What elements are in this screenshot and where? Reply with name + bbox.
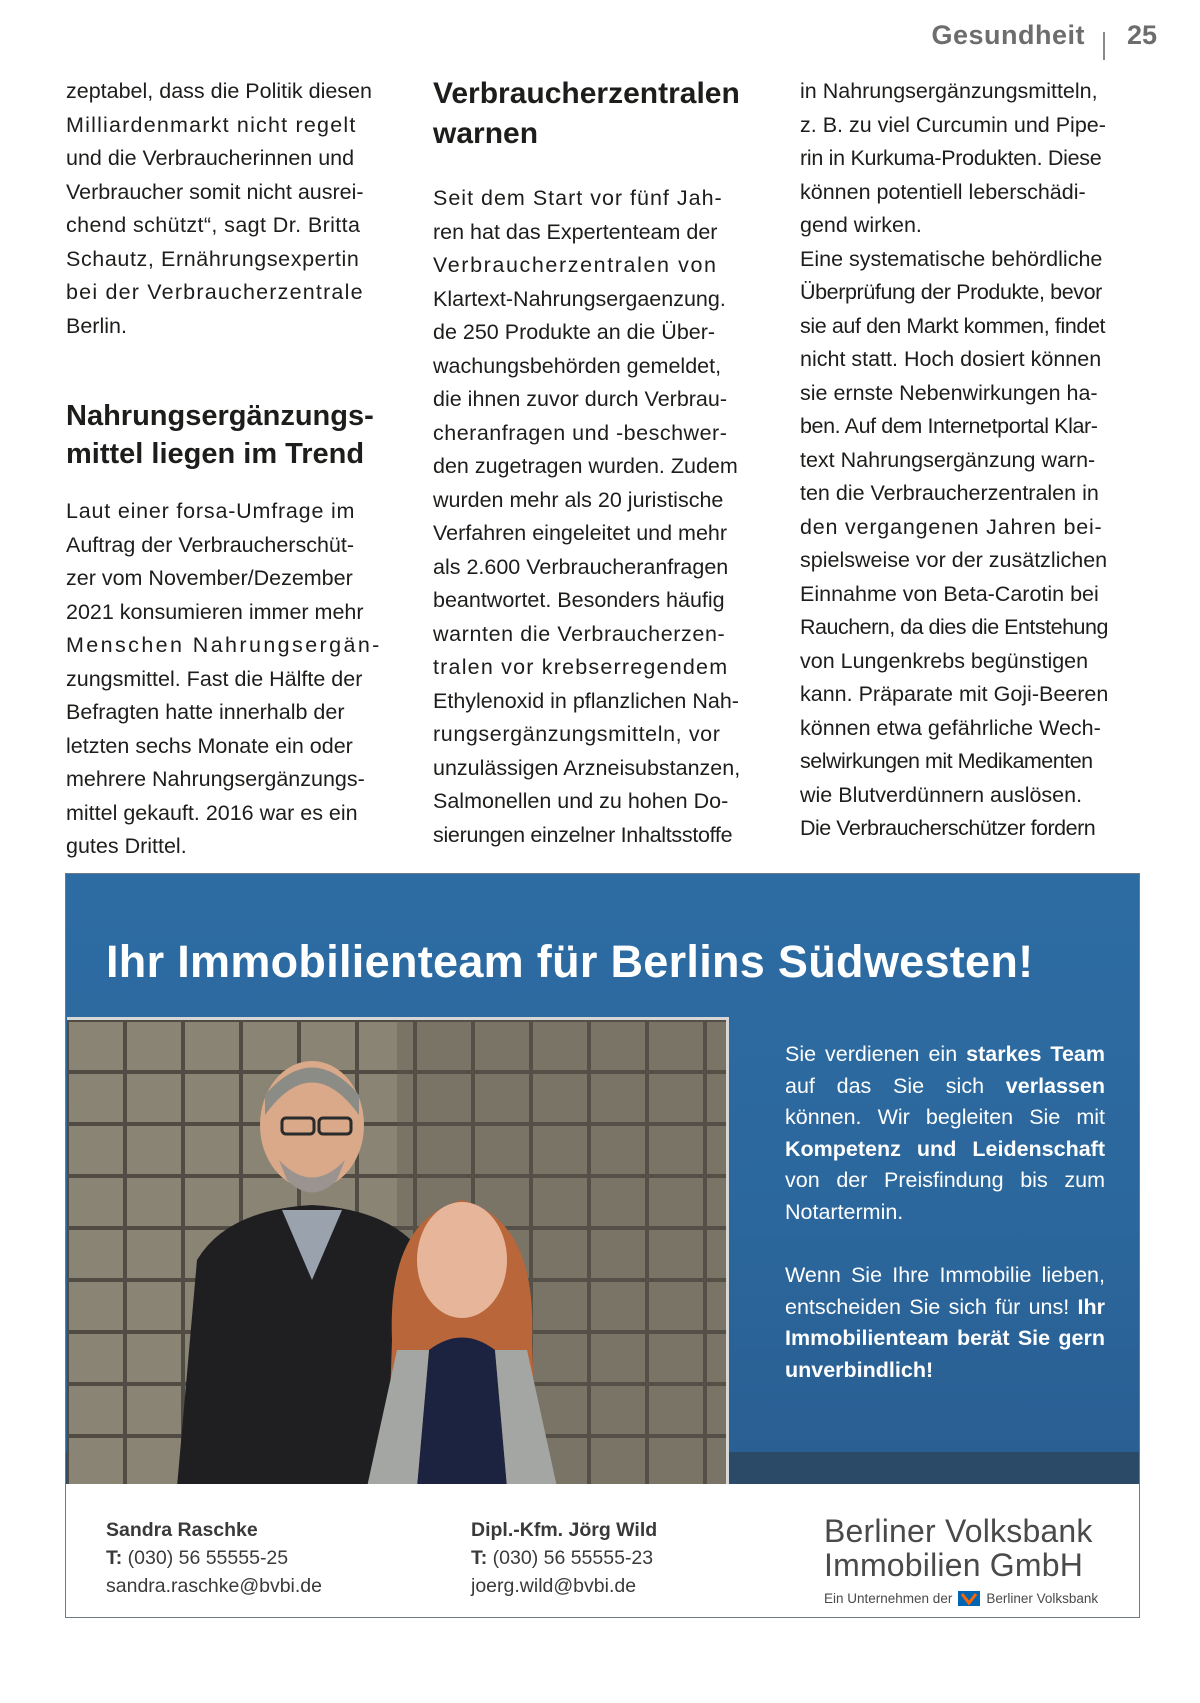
- text-line: gend wirken.: [800, 213, 922, 237]
- text-line: Verbraucher somit nicht ausrei-: [66, 179, 364, 204]
- contact-joerg-wild: [471, 1516, 657, 1600]
- text-line: von Lungenkrebs begünstigen: [800, 648, 1089, 673]
- article-column-1: [66, 75, 411, 864]
- brand-line-2: Immobilien GmbH: [824, 1547, 1084, 1583]
- text-line: Verbraucherzentralen von: [433, 253, 718, 277]
- text-line: Überprüfung der Produkte, bevor: [800, 280, 1102, 304]
- text-line: in Nahrungsergänzungsmitteln,: [800, 79, 1098, 103]
- contact-phone: [471, 1544, 657, 1572]
- contact-email: joerg.wild@bvbi.de: [471, 1575, 637, 1597]
- text-line: wachungsbehörden gemeldet,: [433, 353, 722, 378]
- text-line: sie ernste Nebenwirkungen ha-: [800, 380, 1098, 405]
- ad-text-run: Sie verdienen ein: [785, 1042, 967, 1066]
- text-line: Milliardenmarkt nicht regelt: [66, 112, 357, 137]
- text-line: den zugetragen wurden. Zudem: [433, 454, 738, 478]
- heading-line: warnen: [433, 117, 539, 150]
- text-line: sierungen einzelner Inhaltsstoffe: [433, 822, 733, 847]
- text-line: Salmonellen und zu hohen Do-: [433, 789, 729, 813]
- text-line: kann. Präparate mit Goji-Beeren: [800, 682, 1109, 706]
- article-column-3: [800, 75, 1140, 846]
- brand-line-1: Berliner Volksbank: [824, 1513, 1093, 1549]
- text-line: letzten sechs Monate ein oder: [66, 733, 353, 758]
- text-line: Seit dem Start vor fünf Jah-: [433, 186, 723, 210]
- paragraph-curcumin: [800, 75, 1140, 243]
- text-line: Befragten hatte innerhalb der: [66, 700, 345, 724]
- ad-paragraph-2: [785, 1260, 1105, 1386]
- text-line: mittel gekauft. 2016 war es ein: [66, 800, 358, 825]
- text-line: Verfahren eingeleitet und mehr: [433, 521, 728, 545]
- phone-number: (030) 56 55555-25: [122, 1547, 289, 1569]
- text-line: warnten die Verbraucherzen-: [433, 621, 726, 646]
- contact-name: Dipl.-Kfm. Jörg Wild: [471, 1519, 658, 1541]
- contact-name: Sandra Raschke: [106, 1519, 258, 1541]
- heading-line: mittel liegen im Trend: [66, 438, 365, 470]
- ad-text-bold: Kompetenz und Leidenschaft: [785, 1136, 1105, 1161]
- team-photo-illustration: [67, 1020, 729, 1484]
- ad-text-run: auf das Sie sich: [785, 1073, 1006, 1098]
- text-line: ten die Verbraucherzentralen in: [800, 481, 1099, 505]
- real-estate-advertisement: [65, 873, 1140, 1618]
- text-line: zeptabel, dass die Politik diesen: [66, 79, 372, 103]
- heading-line: Nahrungsergänzungs-: [66, 400, 374, 432]
- section-title: Gesundheit: [931, 20, 1085, 50]
- text-line: Schautz, Ernährungsexpertin: [66, 246, 360, 271]
- ad-text-run: von der Preisfindung bis zum Notartermin.: [785, 1168, 1105, 1224]
- paragraph-quote-end: [66, 75, 411, 343]
- text-line: mehrere Nahrungsergänzungs-: [66, 767, 365, 791]
- text-line: ren hat das Expertenteam der: [433, 219, 718, 244]
- contact-email: sandra.raschke@bvbi.de: [106, 1575, 322, 1597]
- text-line: als 2.600 Verbraucheranfragen: [433, 554, 729, 579]
- brand-subline: [824, 1591, 1106, 1606]
- brand-subline-text: Ein Unternehmen der: [824, 1591, 953, 1606]
- text-line: zer vom November/Dezember: [66, 566, 353, 590]
- subheading-trend: [66, 397, 411, 473]
- text-line: text Nahrungsergänzung warn-: [800, 447, 1096, 472]
- text-line: tralen vor krebserregendem: [433, 655, 729, 679]
- text-line: Laut einer forsa-Umfrage im: [66, 499, 356, 523]
- text-line: Einnahme von Beta-Carotin bei: [800, 581, 1099, 606]
- text-line: chend schützt“, sagt Dr. Britta: [66, 213, 361, 237]
- text-line: Ethylenoxid in pflanzlichen Nah-: [433, 688, 739, 713]
- text-line: selwirkungen mit Medikamenten: [800, 749, 1093, 773]
- text-line: wie Blutverdünnern auslösen.: [800, 782, 1083, 807]
- article-column-2: [433, 75, 778, 852]
- text-line: 2021 konsumieren immer mehr: [66, 599, 364, 624]
- contact-phone: [106, 1544, 322, 1572]
- header-divider: [1103, 32, 1105, 60]
- ad-text-bold: Ihr Immobilienteam berät Sie gern unverbindlich!: [785, 1294, 1105, 1382]
- text-line: die ihnen zuvor durch Verbrau-: [433, 387, 728, 411]
- text-line: ben. Auf dem Internetportal Klar-: [800, 414, 1098, 438]
- ad-text-run: können. Wir begleiten Sie mit: [785, 1105, 1105, 1129]
- phone-label: T:: [471, 1547, 488, 1569]
- ad-text-bold: verlassen: [1005, 1073, 1105, 1098]
- text-line: den vergangenen Jahren bei-: [800, 514, 1103, 539]
- phone-label: T:: [106, 1547, 123, 1569]
- ad-text-run: Wenn Sie Ihre Immobilie lieben, entscheiden Sie sich für uns!: [785, 1263, 1105, 1319]
- ad-text-bold: starkes Team: [966, 1042, 1105, 1066]
- text-line: spielsweise vor der zusätzlichen: [800, 548, 1108, 572]
- text-line: z. B. zu viel Curcumin und Pipe-: [800, 112, 1106, 137]
- team-photo: [67, 1017, 729, 1484]
- text-line: können etwa gefährliche Wech-: [800, 715, 1101, 740]
- text-line: Die Verbraucherschützer fordern: [800, 816, 1096, 840]
- text-line: rin in Kurkuma-Produkten. Diese: [800, 146, 1102, 170]
- volksbank-logo-icon: [958, 1591, 980, 1606]
- text-line: nicht statt. Hoch dosiert können: [800, 347, 1102, 371]
- heading-line: Verbraucherzentralen: [433, 77, 740, 110]
- text-line: Berlin.: [66, 313, 127, 338]
- text-line: cheranfragen und -beschwer-: [433, 420, 728, 445]
- text-line: Menschen Nahrungsergän-: [66, 633, 382, 657]
- text-line: zungsmittel. Fast die Hälfte der: [66, 666, 363, 691]
- paragraph-survey: [66, 495, 411, 864]
- text-line: bei der Verbraucherzentrale: [66, 280, 364, 304]
- paragraph-expertenteam: [433, 182, 778, 852]
- ad-body: [785, 1039, 1105, 1386]
- text-line: wurden mehr als 20 juristische: [433, 487, 724, 512]
- text-line: rungsergänzungsmitteln, vor: [433, 722, 721, 746]
- paragraph-ueberpruefung: [800, 243, 1140, 846]
- ad-headline: Ihr Immobilienteam für Berlins Südwesten!: [106, 936, 1034, 987]
- text-line: und die Verbraucherinnen und: [66, 146, 355, 170]
- company-logo: [824, 1514, 1106, 1606]
- text-line: beantwortet. Besonders häufig: [433, 588, 725, 612]
- brand-subline-bank: Berliner Volksbank: [986, 1591, 1099, 1606]
- text-line: Klartext-Nahrungsergaenzung.: [433, 286, 726, 311]
- text-line: unzulässigen Arzneisubstanzen,: [433, 755, 741, 780]
- ad-paragraph-1: [785, 1039, 1105, 1228]
- phone-number: (030) 56 55555-23: [487, 1547, 654, 1569]
- text-line: können potentiell leberschädi-: [800, 179, 1086, 204]
- text-line: gutes Drittel.: [66, 834, 187, 858]
- text-line: sie auf den Markt kommen, findet: [800, 313, 1106, 338]
- text-line: Eine systematische behördliche: [800, 246, 1103, 271]
- contact-sandra-raschke: [106, 1516, 322, 1600]
- text-line: Auftrag der Verbraucherschüt-: [66, 532, 355, 557]
- page-number: 25: [1126, 20, 1158, 50]
- subheading-warnings: [433, 74, 778, 154]
- text-line: Rauchern, da dies die Entstehung: [800, 615, 1108, 639]
- text-line: de 250 Produkte an die Über-: [433, 320, 716, 344]
